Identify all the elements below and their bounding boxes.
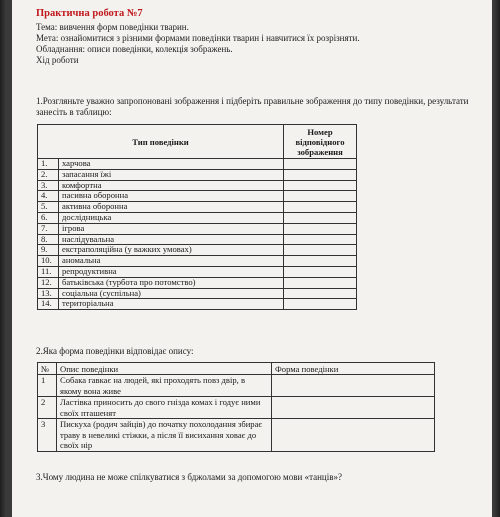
column-header-no: №	[38, 363, 57, 375]
column-header-form: Форма поведінки	[272, 363, 435, 375]
row-number: 2	[38, 397, 57, 419]
row-number: 3.	[38, 180, 59, 191]
table-row	[38, 277, 357, 288]
image-number-cell[interactable]	[284, 159, 357, 170]
column-header-type: Тип поведінки	[38, 125, 284, 159]
behavior-type: аномальна	[59, 256, 284, 267]
image-number-cell[interactable]	[284, 245, 357, 256]
page-title: Практична робота №7	[36, 8, 143, 19]
goal-line: Мета: ознайомитися з різними формами поведінки тварин і навчитися їх розрізняти.	[36, 33, 360, 43]
table-row	[38, 223, 357, 234]
behavior-type: екстраполяційна (у важких умовах)	[59, 245, 284, 256]
column-header-description: Опис поведінки	[57, 363, 272, 375]
task3-text: 3.Чому людина не може спілкуватися з бджолами за допомогою мови «танців»?	[36, 472, 342, 482]
behavior-form-cell[interactable]	[272, 397, 435, 419]
task1-text: 1.Розгляньте уважно запропоновані зображення і підберіть правильне зображення до типу поведінки, результати занесіть в таблицю:	[36, 96, 469, 117]
behavior-type: соціальна (суспільна)	[59, 288, 284, 299]
behavior-type: пасивна оборонна	[59, 191, 284, 202]
row-number: 6.	[38, 212, 59, 223]
table-row	[38, 245, 357, 256]
table-row	[38, 202, 357, 213]
behavior-type: дослідницька	[59, 212, 284, 223]
behavior-type: територіальна	[59, 299, 284, 310]
table-row	[38, 266, 357, 277]
row-number: 4.	[38, 191, 59, 202]
behavior-type: активна оборонна	[59, 202, 284, 213]
behavior-form-cell[interactable]	[272, 419, 435, 452]
image-number-cell[interactable]	[284, 299, 357, 310]
image-number-cell[interactable]	[284, 202, 357, 213]
table-row	[38, 212, 357, 223]
image-number-cell[interactable]	[284, 223, 357, 234]
image-number-cell[interactable]	[284, 277, 357, 288]
row-number: 3	[38, 419, 57, 452]
behavior-description-table	[37, 362, 435, 452]
table-row	[38, 419, 435, 452]
image-number-cell[interactable]	[284, 234, 357, 245]
image-number-cell[interactable]	[284, 288, 357, 299]
behavior-type: комфортна	[59, 180, 284, 191]
image-number-cell[interactable]	[284, 180, 357, 191]
behavior-form-cell[interactable]	[272, 375, 435, 397]
table-row	[38, 191, 357, 202]
topic-line: Тема: вивчення форм поведінки тварин.	[36, 22, 189, 32]
table-row	[38, 375, 435, 397]
row-number: 1.	[38, 159, 59, 170]
table-row	[38, 256, 357, 267]
table-row	[38, 288, 357, 299]
row-number: 9.	[38, 245, 59, 256]
row-number: 11.	[38, 266, 59, 277]
behavior-description: Ластівка приносить до свого гнізда комах і годує ними своїх пташенят	[57, 397, 272, 419]
behavior-description: Пискуха (родич зайців) до початку похолодання збирає траву в невеликі стіжки, а після її висихання ховає до своїх нір	[57, 419, 272, 452]
behavior-type: батьківська (турбота про потомство)	[59, 277, 284, 288]
behavior-type: ігрова	[59, 223, 284, 234]
table-row	[38, 169, 357, 180]
behavior-type: харчова	[59, 159, 284, 170]
document-page	[12, 0, 492, 517]
row-number: 7.	[38, 223, 59, 234]
row-number: 1	[38, 375, 57, 397]
behavior-type: наслідувальна	[59, 234, 284, 245]
row-number: 10.	[38, 256, 59, 267]
behavior-types-table	[37, 124, 357, 310]
table-row	[38, 234, 357, 245]
image-number-cell[interactable]	[284, 169, 357, 180]
table-row	[38, 299, 357, 310]
image-number-cell[interactable]	[284, 256, 357, 267]
equipment-line: Обладнання: описи поведінки, колекція зображень.	[36, 44, 233, 54]
task2-text: 2.Яка форма поведінки відповідає опису:	[36, 346, 194, 356]
row-number: 5.	[38, 202, 59, 213]
image-number-cell[interactable]	[284, 266, 357, 277]
image-number-cell[interactable]	[284, 191, 357, 202]
column-header-number: Номер відповідного зображення	[284, 125, 357, 159]
table-row	[38, 397, 435, 419]
behavior-type: репродуктивна	[59, 266, 284, 277]
row-number: 2.	[38, 169, 59, 180]
table-row	[38, 180, 357, 191]
row-number: 14.	[38, 299, 59, 310]
progress-line: Хід роботи	[36, 55, 79, 65]
row-number: 12.	[38, 277, 59, 288]
table-row	[38, 159, 357, 170]
row-number: 13.	[38, 288, 59, 299]
behavior-type: запасання їжі	[59, 169, 284, 180]
image-number-cell[interactable]	[284, 212, 357, 223]
row-number: 8.	[38, 234, 59, 245]
behavior-description: Собака гавкає на людей, які проходять повз двір, в якому вона живе	[57, 375, 272, 397]
